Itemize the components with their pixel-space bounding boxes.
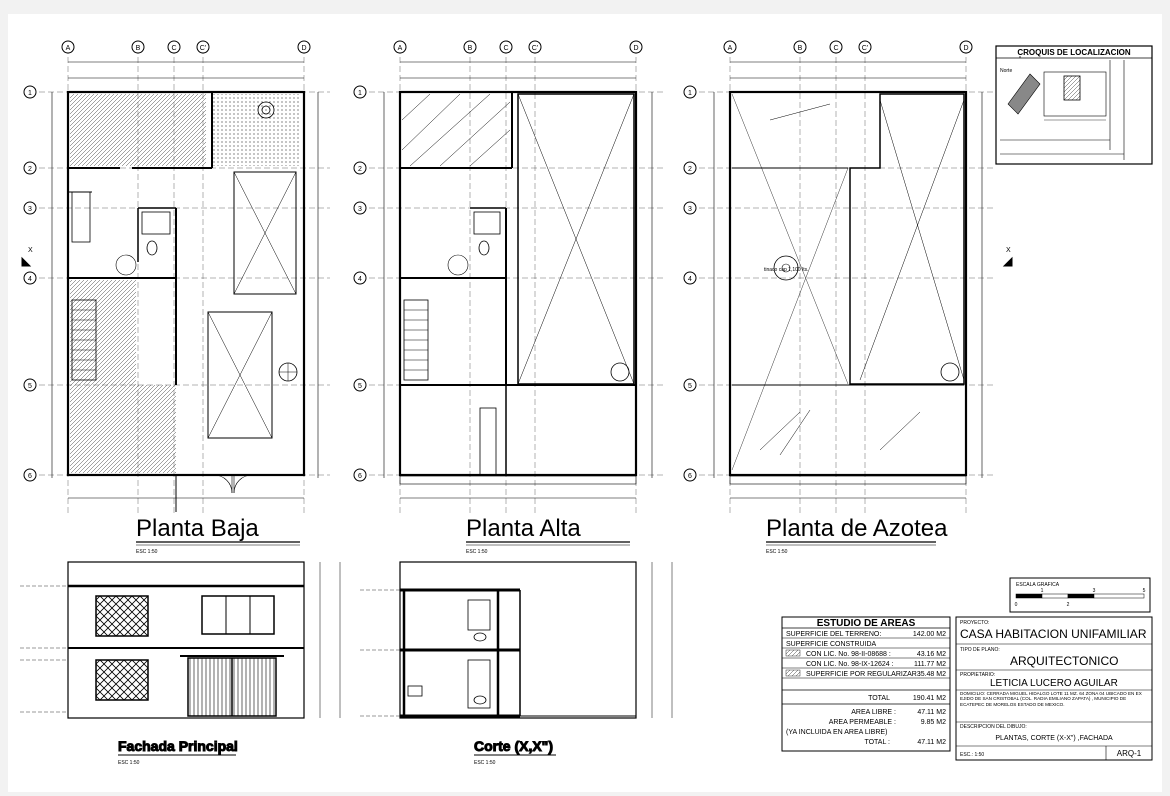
free-area-value: 9.85 M2 — [920, 719, 946, 726]
axis-label: 6 — [358, 473, 362, 480]
axis-label: 2 — [358, 166, 362, 173]
roof-plan — [690, 48, 1012, 515]
axis-label: B — [467, 45, 473, 52]
area-total-label: TOTAL — [868, 695, 890, 702]
axis-label: A — [65, 45, 71, 52]
area-row-value: 35.48 M2 — [916, 671, 946, 678]
axis-label: D — [963, 45, 969, 52]
scale-tick: 5 — [1142, 588, 1146, 594]
axis-label: 1 — [28, 90, 32, 97]
area-row-label: CON LIC. No. 98-II-08688 : — [806, 651, 891, 658]
axis-label: 1 — [688, 90, 692, 97]
section-view — [360, 562, 672, 766]
ground-plan-scale: ESC 1:50 — [136, 549, 158, 555]
facade-scale: ESC 1:50 — [118, 760, 140, 766]
address-text: CERRADA MIGUEL HIDALGO LOTE 11 MZ. 64 ZONA 04 UBICADO EN EX EJIDO DE SAN CRISTOBAL (COL. RADIA EMILIANO ZAPATA) , MUNICIPIO DE ECATEPEC DE MORELOS ESTADO DE MEXICO. — [960, 691, 1142, 707]
axis-label: 1 — [358, 90, 362, 97]
section-mark: X — [28, 247, 33, 254]
axis-label: 3 — [688, 206, 692, 213]
free-area-value: 47.11 M2 — [917, 709, 946, 716]
tinaco-note: tinaco cap 1,100 lts. — [764, 267, 809, 273]
location-title: CROQUIS DE LOCALIZACION — [1017, 48, 1131, 57]
plan-type-label: TIPO DE PLANO: — [960, 647, 1000, 653]
axis-label: 4 — [28, 276, 32, 283]
axis-label: 6 — [28, 473, 32, 480]
upper-plan-title: Planta Alta — [466, 515, 581, 542]
axis-label: C' — [199, 45, 207, 52]
scale-tick: 2 — [1066, 602, 1070, 608]
plan-type: ARQUITECTONICO — [1010, 654, 1119, 668]
description-text: PLANTAS, CORTE (X-X") ,FACHADA — [995, 735, 1113, 742]
ground-plan-title: Planta Baja — [136, 515, 259, 542]
axis-label: 3 — [358, 206, 362, 213]
axis-label: 5 — [358, 383, 362, 390]
area-total-value: 190.41 M2 — [912, 695, 946, 702]
scale-tick: 0 — [1014, 602, 1018, 608]
front-facade — [20, 562, 340, 766]
section-scale: ESC 1:50 — [474, 760, 496, 766]
location-sketch — [996, 46, 1152, 164]
owner-label: PROPIETARIO: — [960, 672, 996, 678]
axis-label: 5 — [688, 383, 692, 390]
area-row-label: SUPERFICIE CONSTRUIDA — [786, 641, 877, 648]
axis-label: C — [833, 45, 839, 52]
project-name: CASA HABITACION UNIFAMILIAR — [960, 627, 1147, 641]
section-mark: X — [1006, 247, 1011, 254]
axis-label: D — [633, 45, 639, 52]
axis-label: A — [397, 45, 403, 52]
axis-label: A — [727, 45, 733, 52]
graphic-scale — [1010, 578, 1150, 612]
free-area-label: TOTAL : — [864, 739, 890, 746]
ground-floor-plan — [22, 48, 330, 515]
axis-label: 5 — [28, 383, 32, 390]
free-area-value: 47.11 M2 — [917, 739, 946, 746]
free-area-label: AREA PERMEABLE : — [828, 719, 896, 726]
scale-label: ESCALA GRAFICA — [1016, 582, 1060, 588]
axis-label: 4 — [688, 276, 692, 283]
facade-title: Fachada Principal — [118, 738, 238, 754]
axis-label: B — [797, 45, 803, 52]
axis-label: C' — [861, 45, 869, 52]
area-row-label: SUPERFICIE POR REGULARIZAR : — [806, 671, 921, 678]
axis-label: B — [135, 45, 141, 52]
area-row-value: 43.16 M2 — [916, 651, 946, 658]
roof-plan-title: Planta de Azotea — [766, 515, 948, 542]
axis-label: 4 — [358, 276, 362, 283]
areas-title: ESTUDIO DE AREAS — [816, 618, 916, 629]
axis-label: 2 — [28, 166, 32, 173]
scale-tick: 3 — [1092, 588, 1096, 594]
free-area-label: (YA INCLUIDA EN AREA LIBRE) — [786, 729, 888, 736]
axis-label: C — [503, 45, 509, 52]
area-row-value: 111.77 M2 — [913, 661, 946, 668]
project-label: PROYECTO: — [960, 620, 990, 626]
plan-titles — [136, 515, 948, 555]
description-label: DESCRIPCION DEL DIBUJO: — [960, 724, 1027, 730]
axis-label: 3 — [28, 206, 32, 213]
north-label: Norte — [1000, 68, 1013, 74]
roof-plan-scale: ESC 1:50 — [766, 549, 788, 555]
free-area-label: AREA LIBRE : — [851, 709, 896, 716]
area-row-label: SUPERFICIE DEL TERRENO: — [786, 631, 882, 638]
area-study-table — [782, 617, 950, 751]
title-block — [956, 617, 1152, 760]
axis-label: C' — [531, 45, 539, 52]
roof-axis-bubbles — [684, 41, 1011, 481]
scale-text: ESC.: 1:50 — [960, 752, 985, 758]
axis-label: D — [301, 45, 307, 52]
address-label: DOMICILIO: — [960, 691, 986, 696]
upper-floor-plan — [360, 48, 665, 515]
section-title: Corte (X,X") — [474, 738, 553, 754]
upper-axis-bubbles — [354, 41, 642, 481]
upper-plan-scale: ESC 1:50 — [466, 549, 488, 555]
axis-label: 6 — [688, 473, 692, 480]
area-row-label: CON LIC. No. 98-IX-12624 : — [806, 661, 894, 668]
sheet-number: ARQ-1 — [1116, 749, 1142, 758]
owner-name: LETICIA LUCERO AGUILAR — [990, 678, 1118, 689]
axis-label: C — [171, 45, 177, 52]
address-block — [958, 690, 1150, 722]
axis-label: 2 — [688, 166, 692, 173]
scale-tick: 1 — [1040, 588, 1044, 594]
area-row-value: 142.00 M2 — [912, 631, 946, 638]
